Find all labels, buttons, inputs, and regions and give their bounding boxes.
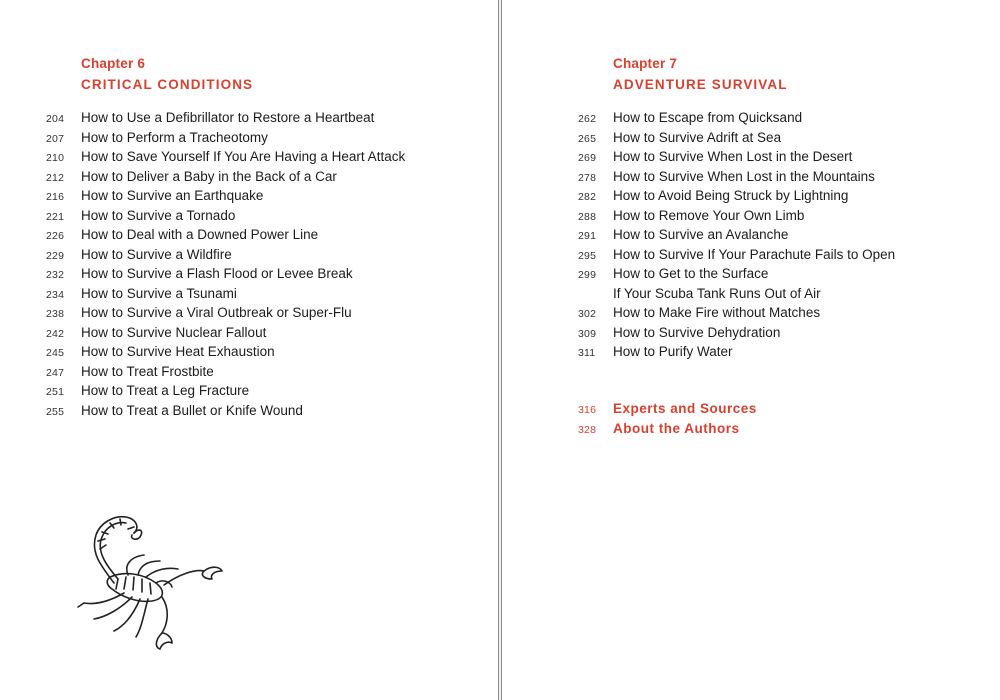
toc-entry[interactable] [46, 149, 405, 169]
toc-page-number: 221 [46, 210, 65, 223]
chapter-title: CRITICAL CONDITIONS [81, 77, 254, 92]
toc-page-number: 291 [578, 230, 597, 242]
toc-page-number: 226 [46, 230, 65, 242]
toc-entry-title: How to Use a Defibrillator to Restore a Heartbeat [81, 110, 375, 125]
toc-entry[interactable] [46, 188, 405, 208]
toc-page-number: 288 [578, 210, 597, 223]
chapter-title: ADVENTURE SURVIVAL [613, 77, 788, 92]
toc-entry[interactable] [46, 208, 405, 228]
toc-entry[interactable] [46, 364, 405, 384]
toc-page-number: 295 [578, 249, 597, 262]
toc-page-number: 216 [46, 191, 65, 203]
toc-entry[interactable] [46, 169, 405, 189]
back-matter-entry[interactable] [578, 401, 757, 421]
toc-page-number: 238 [46, 308, 65, 320]
toc-entry-title: How to Make Fire without Matches [613, 305, 821, 320]
toc-entry-title: How to Save Yourself If You Are Having a Heart Attack [81, 149, 406, 164]
toc-page-number: 247 [46, 366, 65, 379]
toc-entry[interactable] [578, 169, 895, 189]
toc-page-number: 232 [46, 269, 65, 281]
toc-entry-title: How to Survive an Avalanche [613, 227, 789, 242]
toc-page-number: 207 [46, 132, 65, 145]
toc-entry-title: How to Deliver a Baby in the Back of a Car [81, 168, 337, 184]
toc-entry[interactable] [46, 247, 405, 267]
toc-page-number: 299 [578, 269, 597, 281]
toc-page-number: 278 [578, 171, 597, 184]
toc-page-number: 269 [578, 152, 597, 164]
toc-entry-title: How to Treat a Leg Fracture [81, 383, 250, 398]
toc-entry[interactable] [46, 305, 405, 325]
toc-entry[interactable] [578, 227, 895, 247]
toc-entry-title: About the Authors [613, 420, 740, 436]
toc-entry-title: How to Deal with a Downed Power Line [81, 227, 319, 242]
toc-entry[interactable] [578, 247, 895, 267]
chapter-label: Chapter 7 [613, 56, 678, 71]
toc-entry-title: How to Survive a Wildfire [81, 246, 232, 262]
toc-entry-title: How to Treat Frostbite [81, 363, 214, 379]
back-matter-list [578, 401, 757, 440]
toc-page-number: 311 [578, 347, 596, 359]
toc-entry[interactable] [578, 286, 895, 306]
toc-entry[interactable] [46, 227, 405, 247]
back-matter-entry[interactable] [578, 421, 757, 441]
toc-entry[interactable] [46, 403, 405, 423]
chapter-label: Chapter 6 [81, 56, 146, 71]
toc-list [46, 110, 405, 422]
toc-entry-title: How to Survive an Earthquake [81, 188, 264, 203]
toc-entry-title: How to Escape from Quicksand [613, 110, 803, 125]
toc-page-number: 328 [578, 423, 597, 436]
toc-entry[interactable] [578, 266, 895, 286]
toc-page-number: 242 [46, 327, 65, 340]
toc-page-number: 262 [578, 113, 597, 125]
chapter-6-heading [81, 54, 253, 94]
toc-entry-title: How to Purify Water [613, 344, 733, 359]
toc-page-number: 316 [578, 404, 597, 416]
toc-page-number: 309 [578, 327, 597, 340]
toc-page-number: 212 [46, 171, 65, 184]
toc-entry-title: How to Survive When Lost in the Mountains [613, 168, 875, 184]
toc-entry[interactable] [46, 130, 405, 150]
toc-page-number: 245 [46, 347, 65, 359]
toc-page-number: 229 [46, 249, 65, 262]
toc-entry[interactable] [46, 383, 405, 403]
toc-entry-title: How to Survive Nuclear Fallout [81, 324, 267, 340]
toc-entry-title: How to Avoid Being Struck by Lightning [613, 188, 849, 203]
toc-page-number: 265 [578, 132, 597, 145]
toc-entry-title: How to Get to the Surface [613, 266, 769, 281]
toc-entry-title: How to Survive When Lost in the Desert [613, 149, 853, 164]
toc-entry[interactable] [578, 130, 895, 150]
toc-entry[interactable] [46, 344, 405, 364]
toc-page-number: 302 [578, 308, 597, 320]
toc-entry[interactable] [578, 149, 895, 169]
toc-page-number: 255 [46, 405, 65, 418]
right-page [501, 0, 1000, 700]
toc-entry-title: How to Survive Adrift at Sea [613, 129, 782, 145]
toc-entry-title: How to Survive Heat Exhaustion [81, 344, 275, 359]
toc-entry-title: How to Survive a Tsunami [81, 285, 237, 301]
toc-entry[interactable] [46, 266, 405, 286]
toc-entry-title: How to Survive If Your Parachute Fails to Open [613, 246, 896, 262]
toc-entry[interactable] [578, 305, 895, 325]
toc-entry[interactable] [46, 286, 405, 306]
toc-page-number: 210 [46, 152, 65, 164]
left-page [0, 0, 499, 700]
chapter-7-heading [613, 54, 788, 94]
toc-page-number: 282 [578, 191, 597, 203]
toc-page-number: 204 [46, 113, 65, 125]
toc-entry-title: How to Survive a Flash Flood or Levee Break [81, 266, 353, 281]
toc-entry[interactable] [578, 344, 895, 364]
toc-list [578, 110, 895, 364]
toc-entry-title: How to Perform a Tracheotomy [81, 129, 268, 145]
scorpion-icon [44, 505, 229, 650]
toc-entry[interactable] [578, 110, 895, 130]
toc-entry[interactable] [578, 325, 895, 345]
toc-entry[interactable] [46, 110, 405, 130]
toc-entry-title: How to Survive a Viral Outbreak or Super-Flu [81, 305, 352, 320]
toc-page-number: 234 [46, 288, 65, 301]
toc-entry[interactable] [46, 325, 405, 345]
toc-entry[interactable] [578, 208, 895, 228]
toc-entry[interactable] [578, 188, 895, 208]
toc-entry-title: Experts and Sources [613, 401, 757, 416]
toc-entry-title: How to Survive Dehydration [613, 324, 781, 340]
toc-entry-title: How to Treat a Bullet or Knife Wound [81, 402, 303, 418]
toc-page-number: 251 [46, 386, 65, 398]
toc-entry-title: How to Remove Your Own Limb [613, 207, 805, 223]
toc-entry-title: How to Survive a Tornado [81, 207, 236, 223]
toc-entry-title: If Your Scuba Tank Runs Out of Air [613, 285, 821, 301]
